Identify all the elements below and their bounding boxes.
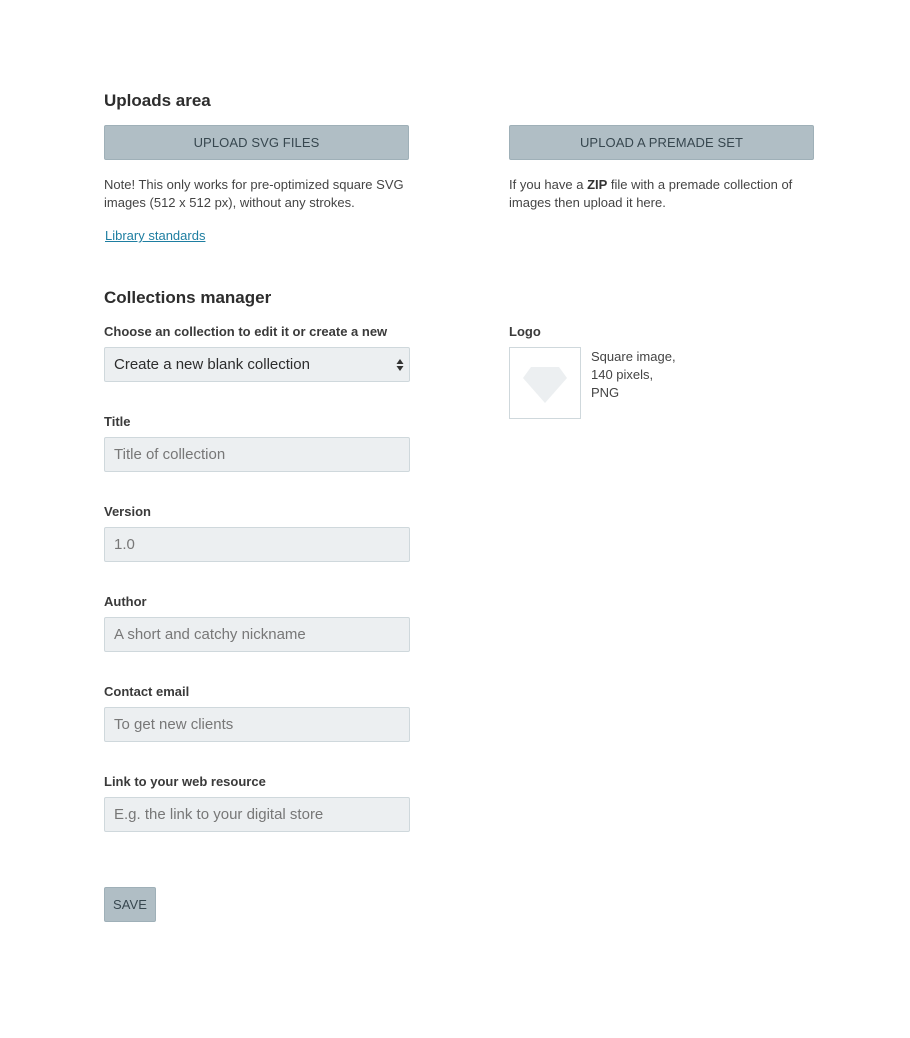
author-label: Author — [104, 594, 147, 609]
web-resource-label: Link to your web resource — [104, 774, 266, 789]
web-resource-input[interactable] — [104, 797, 410, 832]
author-input[interactable] — [104, 617, 410, 652]
uploads-section-title: Uploads area — [104, 91, 211, 110]
upload-svg-button[interactable]: UPLOAD SVG FILES — [104, 125, 409, 160]
logo-label: Logo — [509, 324, 541, 339]
zip-note-prefix: If you have a — [509, 177, 588, 192]
zip-note-bold: ZIP — [587, 177, 608, 192]
zip-upload-note — [509, 176, 809, 212]
title-label: Title — [104, 414, 131, 429]
choose-collection-label: Choose an collection to edit it or create a new — [104, 324, 388, 339]
logo-hint-line-2: 140 pixels, — [591, 367, 654, 382]
logo-hint-line-1: Square image, — [591, 349, 676, 364]
collection-select-value: Create a new blank collection — [114, 356, 310, 373]
select-arrows-icon — [396, 357, 404, 373]
svg-upload-note: Note! This only works for pre-optimized square SVG images (512 x 512 px), without any strokes. — [104, 177, 404, 210]
logo-upload-box[interactable] — [509, 347, 581, 419]
version-label: Version — [104, 504, 151, 519]
diamond-icon — [510, 348, 580, 418]
collection-select[interactable] — [104, 347, 410, 382]
contact-email-input[interactable] — [104, 707, 410, 742]
collections-section-title: Collections manager — [104, 288, 272, 307]
zip-note-suffix: file with a premade collection of images then upload it here. — [509, 177, 793, 210]
logo-hint-line-3: PNG — [591, 385, 620, 400]
save-button[interactable]: SAVE — [104, 887, 156, 922]
library-standards-link[interactable]: Library standards — [105, 228, 206, 243]
upload-premade-set-button[interactable]: UPLOAD A PREMADE SET — [509, 125, 814, 160]
contact-email-label: Contact email — [104, 684, 190, 699]
title-input[interactable] — [104, 437, 410, 472]
version-input[interactable] — [104, 527, 410, 562]
